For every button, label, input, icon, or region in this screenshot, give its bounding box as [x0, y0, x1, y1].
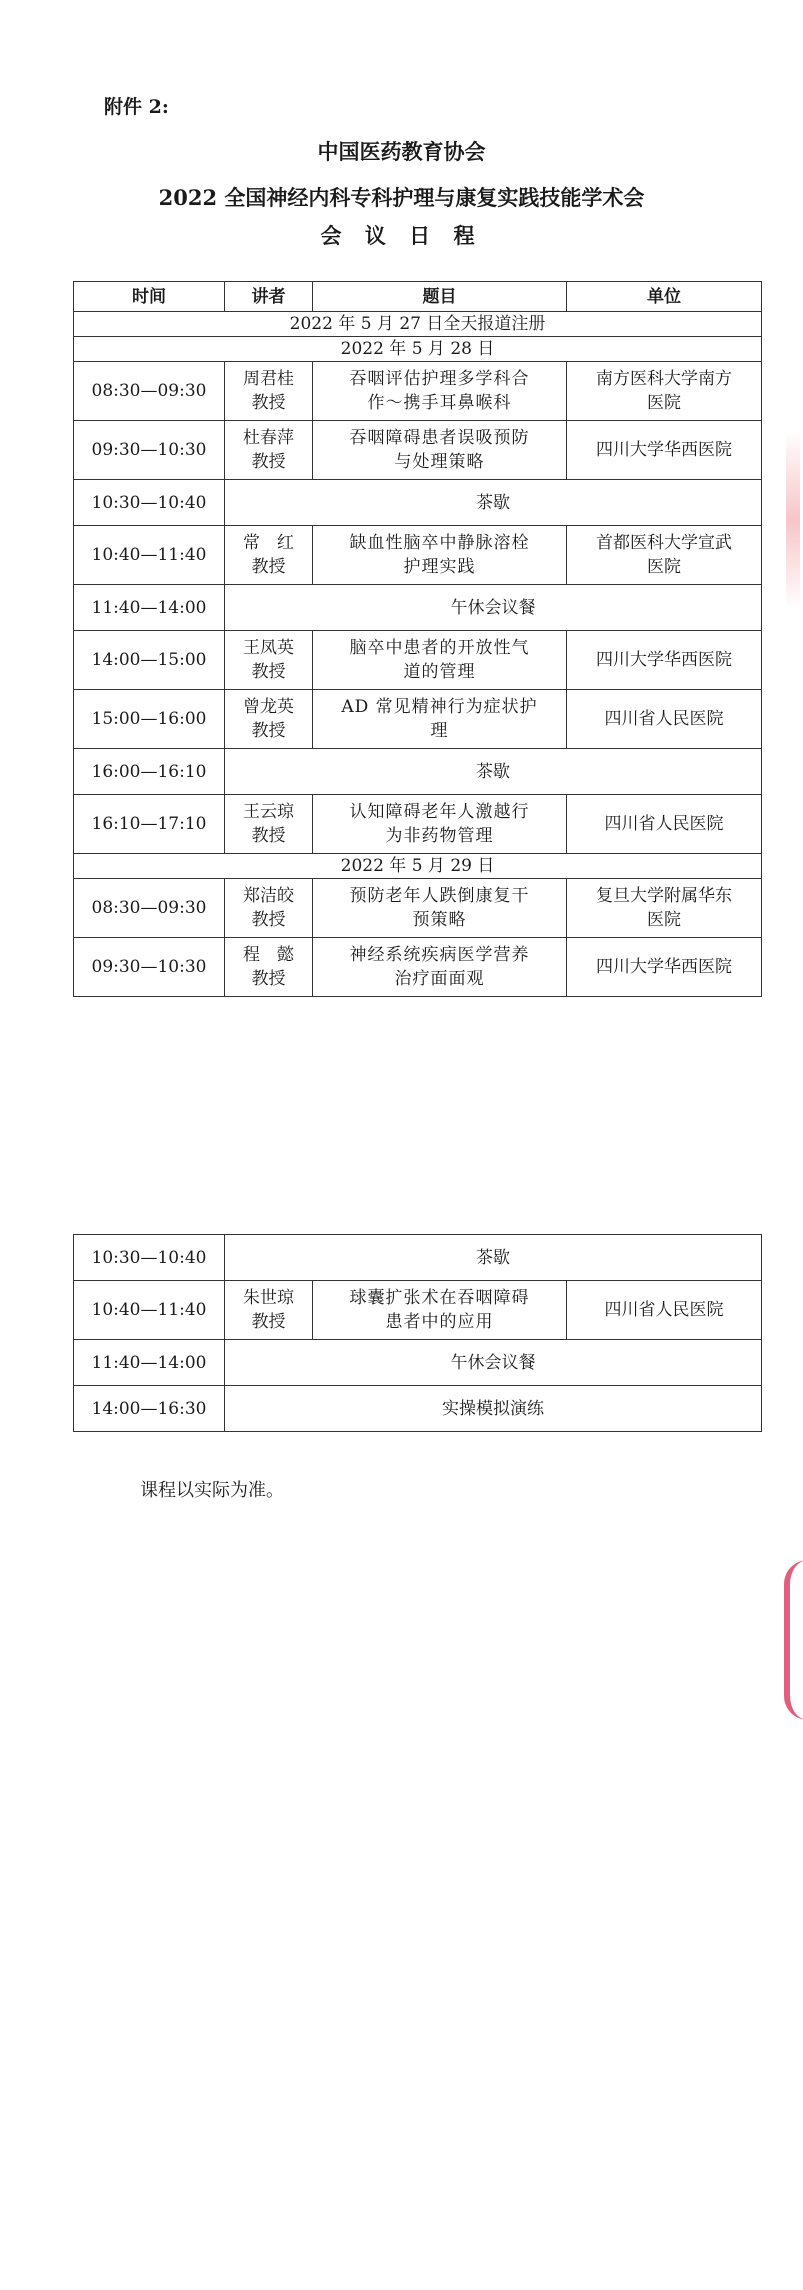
unit-cell-line: 首都医科大学宣武: [596, 533, 732, 553]
speaker-cell: [225, 362, 313, 421]
time-cell: 10:30—10:40: [74, 480, 225, 526]
schedule-subtitle: 会 议 日 程: [320, 223, 483, 248]
speaker-cell-line: 教授: [251, 826, 286, 846]
unit-cell-line: 四川大学华西医院: [596, 650, 732, 670]
speaker-cell-line: 程 懿: [243, 945, 294, 965]
time-cell: 11:40—14:00: [74, 585, 225, 631]
speaker-cell-line: 周君桂: [243, 369, 294, 389]
topic-cell: [313, 631, 567, 690]
table-row: [74, 938, 762, 997]
attachment-label: 附件 2:: [104, 96, 169, 118]
time-cell: 09:30—10:30: [74, 421, 225, 480]
unit-cell-line: 复旦大学附属华东: [596, 886, 732, 906]
topic-cell-line: 吞咽障碍患者误吸预防: [349, 428, 530, 448]
table-row: [74, 690, 762, 749]
speaker-cell: [225, 1281, 313, 1340]
table-row: [74, 421, 762, 480]
unit-cell: [567, 1281, 762, 1340]
col-unit: 单位: [567, 282, 762, 312]
table-row: [74, 362, 762, 421]
topic-cell-line: 与处理策略: [394, 452, 485, 472]
speaker-cell: [225, 526, 313, 585]
time-cell: 10:30—10:40: [74, 1235, 225, 1281]
session-span-cell: 午休会议餐: [225, 585, 762, 631]
time-cell: 08:30—09:30: [74, 879, 225, 938]
unit-cell-line: 医院: [647, 557, 681, 577]
speaker-cell-line: 教授: [251, 452, 286, 472]
speaker-cell-line: 郑洁皎: [243, 886, 294, 906]
topic-cell: [313, 879, 567, 938]
topic-cell: [313, 1281, 567, 1340]
table-row: [74, 749, 762, 795]
table-row: [74, 1235, 762, 1281]
speaker-cell-line: 王云琼: [243, 802, 294, 822]
session-span-cell: 茶歇: [225, 1235, 762, 1281]
topic-cell-line: 理: [430, 721, 449, 741]
topic-cell-line: 认知障碍老年人激越行: [349, 802, 530, 822]
session-span-cell: 茶歇: [225, 749, 762, 795]
time-cell: 10:40—11:40: [74, 526, 225, 585]
speaker-cell-line: 教授: [251, 662, 286, 682]
topic-cell-line: 神经系统疾病医学营养: [349, 945, 530, 965]
unit-cell: [567, 631, 762, 690]
time-cell: 16:00—16:10: [74, 749, 225, 795]
seal-mark: [786, 430, 800, 610]
seal-mark-2: [784, 1560, 803, 1720]
date-label: 2022 年 5 月 29 日: [74, 854, 762, 879]
topic-cell-line: 患者中的应用: [385, 1312, 494, 1332]
session-span-cell: 茶歇: [225, 480, 762, 526]
table-row: [74, 879, 762, 938]
topic-cell-line: 预防老年人跌倒康复干: [349, 886, 530, 906]
org-title: 中国医药教育协会: [317, 139, 486, 164]
date-row: [74, 312, 762, 337]
unit-cell: [567, 938, 762, 997]
unit-cell: [567, 362, 762, 421]
topic-cell-line: 预策略: [412, 910, 467, 930]
col-time: 时间: [74, 282, 225, 312]
topic-cell: [313, 362, 567, 421]
topic-cell-line: 治疗面面观: [394, 969, 485, 989]
topic-cell-line: 为非药物管理: [385, 826, 494, 846]
unit-cell-line: 四川省人民医院: [604, 814, 724, 834]
topic-cell-line: 吞咽评估护理多学科合: [349, 369, 530, 389]
time-cell: 14:00—16:30: [74, 1386, 225, 1432]
topic-cell-line: 缺血性脑卒中静脉溶栓: [349, 533, 530, 553]
speaker-cell-line: 教授: [251, 1312, 286, 1332]
col-speaker: 讲者: [225, 282, 313, 312]
speaker-cell: [225, 631, 313, 690]
unit-cell: [567, 690, 762, 749]
speaker-cell-line: 常 红: [243, 533, 294, 553]
unit-cell-line: 四川大学华西医院: [596, 957, 732, 977]
table-row: [74, 1340, 762, 1386]
time-cell: 16:10—17:10: [74, 795, 225, 854]
topic-cell-line: AD 常见精神行为症状护: [341, 697, 538, 717]
unit-cell: [567, 421, 762, 480]
topic-cell: [313, 795, 567, 854]
date-label: 2022 年 5 月 28 日: [74, 337, 762, 362]
speaker-cell: [225, 421, 313, 480]
session-span-cell: 午休会议餐: [225, 1340, 762, 1386]
schedule-table-continued: [73, 1234, 762, 1432]
date-label: 2022 年 5 月 27 日全天报道注册: [74, 312, 762, 337]
speaker-cell-line: 教授: [251, 393, 286, 413]
time-cell: 10:40—11:40: [74, 1281, 225, 1340]
speaker-cell-line: 杜春萍: [243, 428, 294, 448]
unit-cell-line: 四川省人民医院: [604, 709, 724, 729]
time-cell: 08:30—09:30: [74, 362, 225, 421]
topic-cell: [313, 526, 567, 585]
speaker-cell: [225, 690, 313, 749]
table-row: [74, 480, 762, 526]
col-topic: 题目: [313, 282, 567, 312]
conference-title: 2022 全国神经内科专科护理与康复实践技能学术会: [158, 185, 645, 210]
table-row: [74, 1281, 762, 1340]
unit-cell-line: 四川省人民医院: [604, 1300, 724, 1320]
unit-cell-line: 医院: [647, 910, 681, 930]
speaker-cell-line: 教授: [251, 557, 286, 577]
unit-cell-line: 医院: [647, 393, 681, 413]
table-row: [74, 795, 762, 854]
unit-cell-line: 四川大学华西医院: [596, 440, 732, 460]
unit-cell: [567, 795, 762, 854]
speaker-cell-line: 曾龙英: [243, 697, 294, 717]
speaker-cell: [225, 795, 313, 854]
date-row: [74, 337, 762, 362]
unit-cell-line: 南方医科大学南方: [596, 369, 732, 389]
speaker-cell-line: 教授: [251, 910, 286, 930]
topic-cell: [313, 690, 567, 749]
speaker-cell-line: 王凤英: [243, 638, 294, 658]
time-cell: 14:00—15:00: [74, 631, 225, 690]
speaker-cell-line: 朱世琼: [243, 1288, 294, 1308]
topic-cell-line: 作～携手耳鼻喉科: [367, 393, 512, 413]
table-row: [74, 526, 762, 585]
speaker-cell: [225, 879, 313, 938]
topic-cell: [313, 421, 567, 480]
table-row: [74, 1386, 762, 1432]
table-header-row: [74, 282, 762, 312]
topic-cell-line: 护理实践: [403, 557, 476, 577]
table-row: [74, 631, 762, 690]
unit-cell: [567, 879, 762, 938]
topic-cell-line: 脑卒中患者的开放性气: [349, 638, 530, 658]
time-cell: 09:30—10:30: [74, 938, 225, 997]
footer-note: 课程以实际为准。: [140, 1480, 284, 1501]
date-row: [74, 854, 762, 879]
topic-cell-line: 球囊扩张术在吞咽障碍: [349, 1288, 530, 1308]
schedule-table: [73, 281, 762, 997]
speaker-cell: [225, 938, 313, 997]
session-span-cell: 实操模拟演练: [225, 1386, 762, 1432]
topic-cell: [313, 938, 567, 997]
unit-cell: [567, 526, 762, 585]
table-row: [74, 585, 762, 631]
time-cell: 11:40—14:00: [74, 1340, 225, 1386]
speaker-cell-line: 教授: [251, 969, 286, 989]
speaker-cell-line: 教授: [251, 721, 286, 741]
topic-cell-line: 道的管理: [403, 662, 476, 682]
time-cell: 15:00—16:00: [74, 690, 225, 749]
